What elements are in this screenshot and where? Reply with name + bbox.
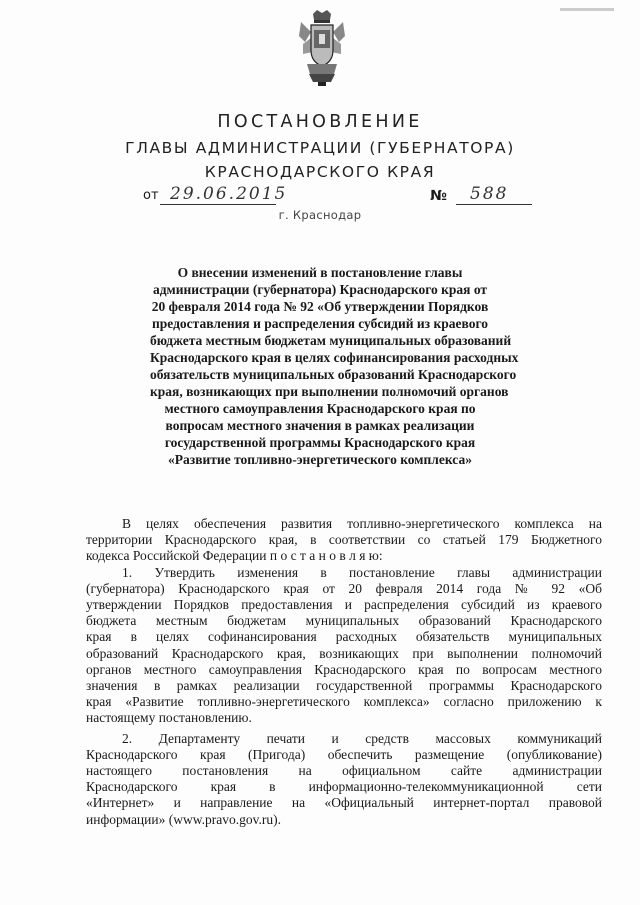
scan-mark (560, 8, 614, 11)
resolution-body (86, 516, 602, 828)
title-line: бюджета местным бюджетам муниципальных образований (150, 333, 512, 348)
region-heading: КРАСНОДАРСКОГО КРАЯ (204, 163, 436, 181)
body-line: (губернатора) Краснодарского края от 20 февраля 2014 года № 92 «Об (86, 580, 602, 596)
title-line: государственной программы Краснодарского края (164, 435, 476, 450)
body-line: края «Развитие топливно-энергетического комплекса» согласно приложению к (86, 694, 602, 710)
title-line: местного самоуправления Краснодарского края по (164, 401, 476, 416)
title-line: предоставления и распределения субсидий из краевого (151, 316, 489, 331)
handwritten-number: 588 (470, 184, 509, 204)
body-line: края в целях софинансирования расходных обязательств муниципальных (86, 629, 602, 645)
number-prefix: № (430, 188, 447, 204)
body-line: 1. Утвердить изменения в постановление главы администрации (122, 564, 602, 580)
body-line: утверждении Порядков предоставления и распределения субсидий из краевого (86, 597, 602, 613)
resolution-title (150, 264, 519, 468)
title-line: О внесении изменений в постановление главы (177, 265, 463, 280)
body-line: органов местного самоуправления Краснодарского края по вопросам местного (86, 661, 602, 677)
body-line: 2. Департаменту печати и средств массовых коммуникаций (122, 730, 602, 746)
title-line: «Развитие топливно-энергетического комплекса» (168, 452, 472, 467)
title-line: края, возникающих при выполнении полномочий органов (150, 384, 509, 399)
title-line: 20 февраля 2014 года № 92 «Об утверждении Порядков (151, 299, 489, 314)
issuer-heading: ГЛАВЫ АДМИНИСТРАЦИИ (ГУБЕРНАТОРА) (125, 139, 515, 157)
body-line: настоящего постановления на официальном сайте администрации (86, 763, 602, 779)
body-line: В целях обеспечения развития топливно-энергетического комплекса на (122, 516, 602, 531)
date-prefix: от (143, 188, 159, 203)
handwritten-date: 29.06.2015 (170, 184, 288, 204)
date-underline (160, 204, 276, 205)
title-line: обязательств муниципальных образований Краснодарского (150, 367, 517, 382)
body-line: настоящему постановлению. (86, 710, 252, 726)
body-line: Краснодарского края в информационно-телекоммуникационной сети (86, 779, 602, 795)
number-underline (456, 204, 532, 205)
body-line: «Интернет» и направление на «Официальный интернет-портал правовой (86, 795, 602, 811)
body-line: образований Краснодарского края, возникающих при выполнении полномочий (86, 645, 602, 661)
body-line: информации» (www.pravo.gov.ru). (86, 811, 281, 827)
body-line: значения в рамках реализации государственной программы Краснодарского (86, 678, 602, 694)
body-line: территории Краснодарского края, в соответствии со статьей 179 Бюджетного (86, 532, 602, 548)
document-type-heading: ПОСТАНОВЛЕНИЕ (217, 112, 423, 132)
title-line: вопросам местного значения в рамках реализации (165, 418, 475, 433)
body-line: Краснодарского края (Пригода) обеспечить размещение (опубликование) (86, 746, 602, 762)
title-line: администрации (губернатора) Краснодарского края от (152, 282, 488, 297)
body-line: бюджета местным бюджетам муниципальных образований Краснодарского (86, 613, 602, 629)
coat-of-arms-emblem (297, 8, 347, 88)
body-line: кодекса Российской Федерации п о с т а н о в л я ю: (86, 548, 383, 564)
date-number-row (0, 186, 640, 210)
city-label: г. Краснодар (278, 208, 362, 222)
title-line: Краснодарского края в целях софинансирования расходных (150, 350, 519, 365)
